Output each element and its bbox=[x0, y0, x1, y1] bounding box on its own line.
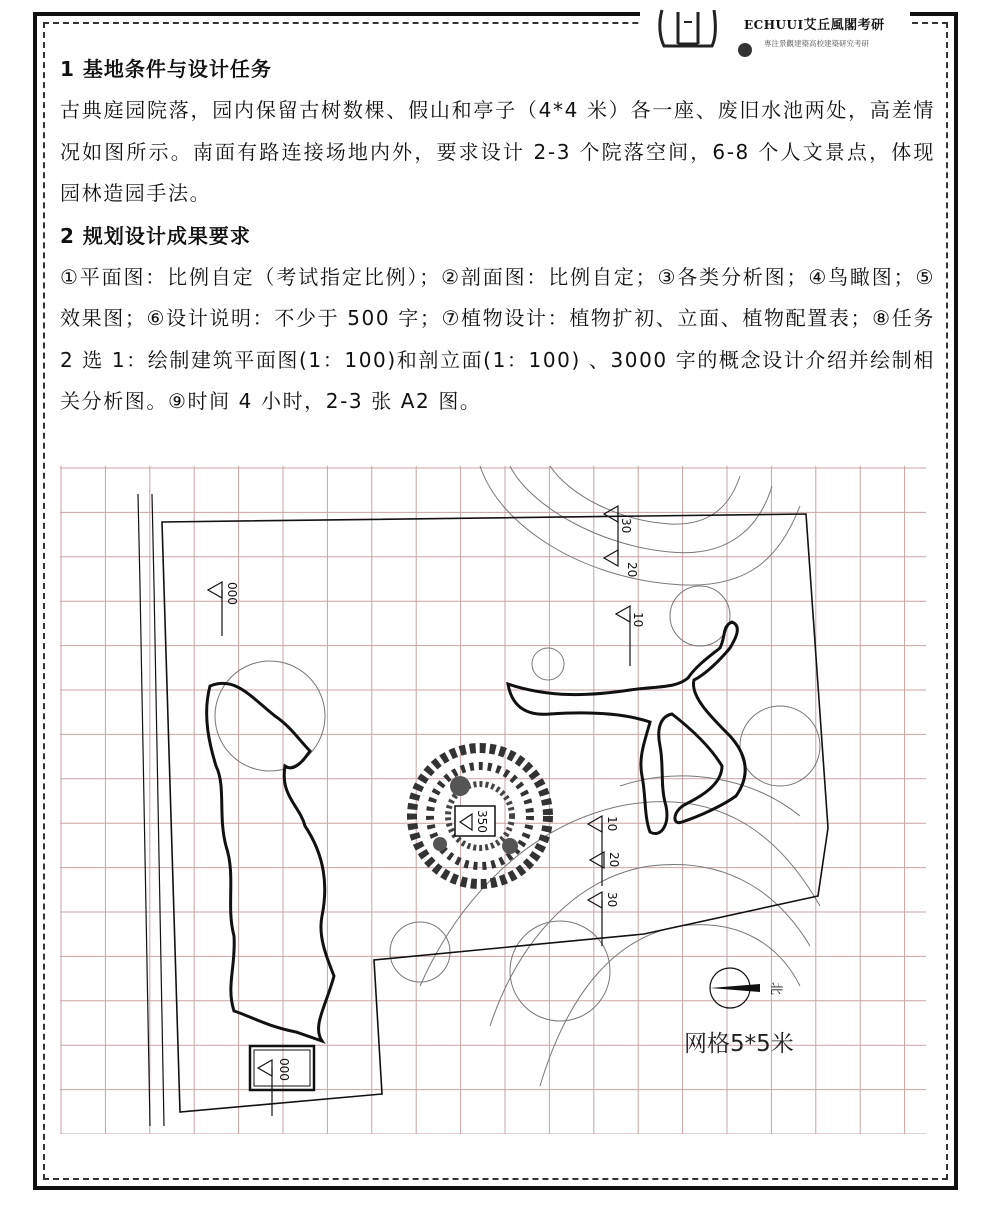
contour-lines bbox=[215, 466, 820, 1086]
section2-title: 2 规划设计成果要求 bbox=[60, 223, 251, 248]
elev-label-10-mid: 10 bbox=[605, 816, 619, 832]
elev-label-30-top: 30 bbox=[619, 518, 633, 534]
logo-text bbox=[744, 14, 885, 33]
elev-label-000-left: 000 bbox=[225, 582, 239, 605]
section1-title: 1 基地条件与设计任务 bbox=[60, 57, 272, 81]
logo-brand-en: ECHUUI bbox=[744, 18, 804, 32]
elev-label-20-mid: 20 bbox=[607, 852, 621, 868]
north-arrow-icon bbox=[710, 968, 783, 1008]
task-text bbox=[60, 48, 935, 423]
elevation-markers bbox=[208, 506, 630, 946]
elev-label-10-top: 10 bbox=[631, 612, 645, 628]
elev-label-30-mid: 30 bbox=[605, 892, 619, 908]
section2-body: ①平面图：比例自定（考试指定比例）；②剖面图：比例自定；③各类分析图；④鸟瞰图；⑤效果图；⑥设计说明：不少于 500 字；⑦植物设计：植物扩初、立面、植物配置表；⑧任务 2 选 1：绘制建筑平面图(1：100)和剖立面(1：100) 、3000 字的概念设计介绍并绘制相关分析图。⑨时间 4 小时，2-3 张 A2 图。 bbox=[60, 264, 935, 413]
logo-brand-cn: 艾丘風閣考研 bbox=[803, 18, 885, 33]
left-pond bbox=[207, 683, 334, 1041]
site-plan-map bbox=[60, 466, 926, 1134]
logo-tagline: 專注景觀建築高校建築研究考研 bbox=[764, 39, 869, 48]
grid-scale-note: 网格5*5米 bbox=[684, 1031, 794, 1057]
elev-label-350: 350 bbox=[475, 810, 489, 833]
elev-label-20-top: 20 bbox=[625, 562, 639, 578]
north-label: 北 bbox=[768, 982, 783, 996]
south-road bbox=[138, 494, 164, 1126]
section1-body: 古典庭园院落，园内保留古树数棵、假山和亭子（4*4 米）各一座、废旧水池两处，高差情况如图所示。南面有路连接场地内外，要求设计 2-3 个院落空间，6-8 个人文景点，体现园林造园手法。 bbox=[60, 98, 935, 205]
logo-mark-icon bbox=[654, 4, 726, 52]
elev-label-000-pavilion: 000 bbox=[277, 1058, 291, 1081]
grid-lines bbox=[60, 466, 926, 1134]
